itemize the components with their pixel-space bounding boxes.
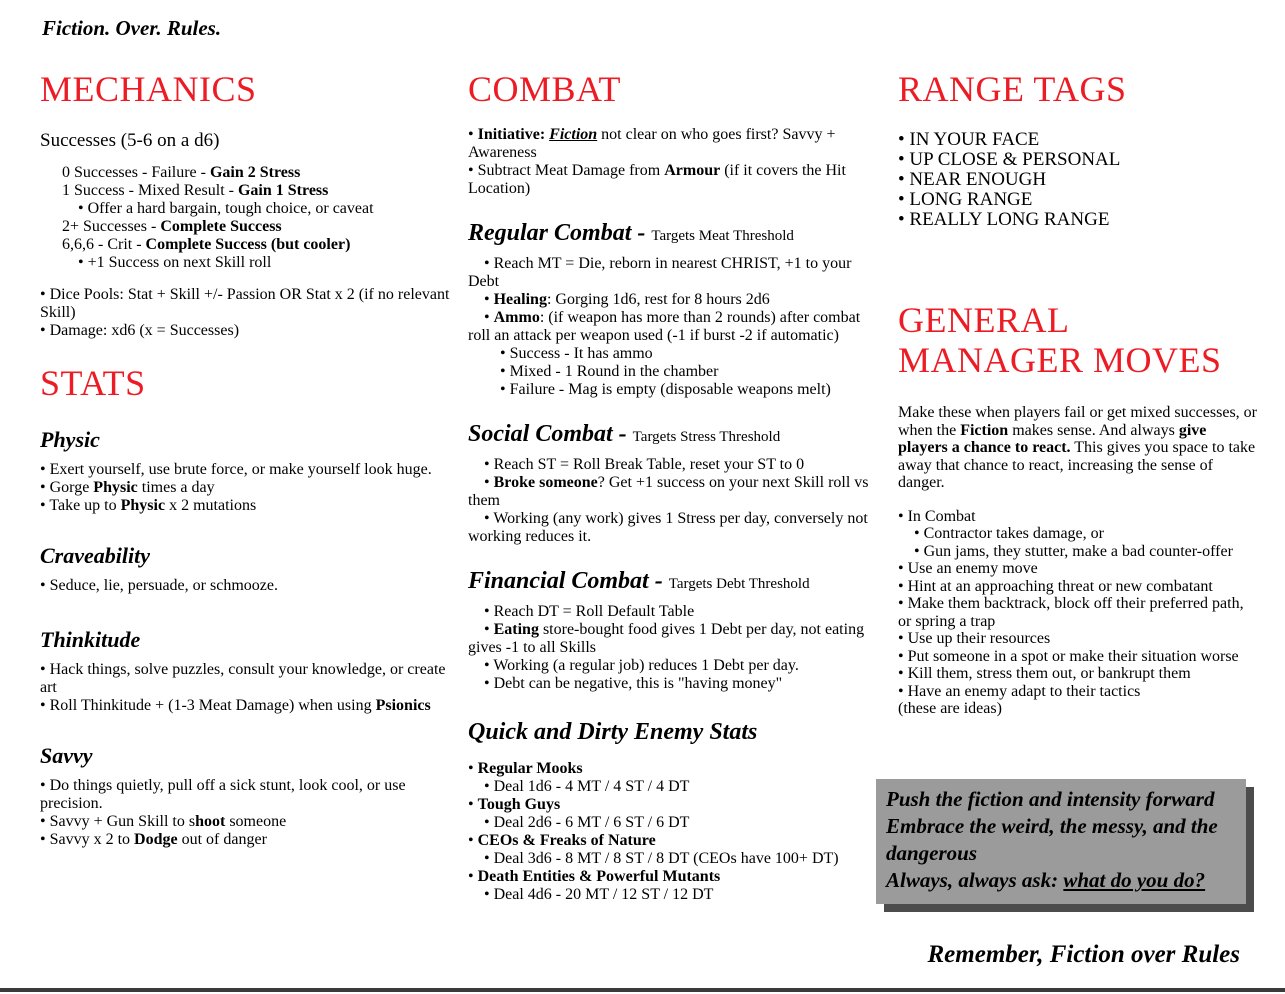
regular-combat-subtitle: Targets Meat Threshold <box>651 227 794 244</box>
text-line: • Seduce, lie, persuade, or schmooze. <box>40 577 278 595</box>
text-line: • Deal 2d6 - 6 MT / 6 ST / 6 DT <box>484 813 690 831</box>
successes-result-list <box>62 164 452 272</box>
social-combat-subtitle: Targets Stress Threshold <box>632 428 781 445</box>
text-line: • Regular Mooks <box>468 759 583 777</box>
text-line: • Exert yourself, use brute force, or make yourself look huge. <box>40 461 432 479</box>
financial-combat-title: Financial Combat - <box>468 567 669 594</box>
gm-moves-heading: GENERAL MANAGER MOVES <box>898 299 1222 380</box>
column-combat <box>468 0 872 904</box>
range-tags-heading: RANGE TAGS <box>898 69 1127 109</box>
text-line: • Working (any work) gives 1 Stress per day, conversely not working reduces it. <box>468 509 868 545</box>
text-line: • Damage: xd6 (x = Successes) <box>40 321 240 339</box>
text-line: • Tough Guys <box>468 795 561 813</box>
social-combat-heading <box>468 421 872 448</box>
mechanics-bullet-list <box>40 286 452 340</box>
text-line: • Do things quietly, pull off a sick stunt, look cool, or use precision. <box>40 777 406 813</box>
stat-savvy-bullets <box>40 777 452 849</box>
text-line: • Reach MT = Die, reborn in nearest CHRIST, +1 to your Debt <box>468 254 852 290</box>
column-mechanics-stats <box>40 0 452 849</box>
text-line: • CEOs & Freaks of Nature <box>468 831 656 849</box>
enemy-stats-heading: Quick and Dirty Enemy Stats <box>468 718 758 745</box>
text-line: • Reach ST = Roll Break Table, reset your ST to 0 <box>484 455 805 473</box>
text-line: • Hint at an approaching threat or new combatant <box>898 577 1213 595</box>
text-line: Push the fiction and intensity forward <box>886 787 1215 811</box>
text-line: • Dice Pools: Stat + Skill +/- Passion OR Stat x 2 (if no relevant Skill) <box>40 285 450 321</box>
text-line: • UP CLOSE & PERSONAL <box>898 148 1121 170</box>
text-line: • Use an enemy move <box>898 560 1038 578</box>
regular-combat-bullets <box>468 255 872 399</box>
text-line: 0 Successes - Failure - Gain 2 Stress <box>62 163 301 181</box>
text-line: • Eating store-bought food gives 1 Debt per day, not eating gives -1 to all Skills <box>468 620 865 656</box>
text-line: • Savvy + Gun Skill to shoot someone <box>40 813 287 831</box>
social-combat-bullets <box>468 456 872 546</box>
text-line: • Have an enemy adapt to their tactics <box>898 682 1141 700</box>
text-line: • Subtract Meat Damage from Armour (if it covers the Hit Location) <box>468 161 846 197</box>
text-line: • Success - It has ammo <box>500 344 653 362</box>
text-line: • IN YOUR FACE <box>898 128 1040 150</box>
enemy-stats-list <box>468 760 872 904</box>
page-bottom-bar <box>0 988 1285 992</box>
text-line: • Working (a regular job) reduces 1 Debt per day. <box>484 656 799 674</box>
text-line: • Death Entities & Powerful Mutants <box>468 867 721 885</box>
text-line: Make these when players fail or get mixed successes, or when the Fiction makes sense. And always give players a chance to react. This gives you space to take away that chance to react, increasing the sense of danger. <box>898 404 1257 492</box>
text-line: • LONG RANGE <box>898 188 1033 210</box>
text-line: • Deal 4d6 - 20 MT / 12 ST / 12 DT <box>484 885 714 903</box>
successes-subheading: Successes (5-6 on a d6) <box>40 129 220 151</box>
text-line: • Roll Thinkitude + (1-3 Meat Damage) when using Psionics <box>40 697 431 715</box>
column-gm <box>898 0 1258 718</box>
stat-thinkitude-bullets <box>40 661 452 715</box>
financial-combat-subtitle: Targets Debt Threshold <box>668 575 810 592</box>
text-line: • Broke someone? Get +1 success on your next Skill roll vs them <box>468 473 869 509</box>
stat-physic-bullets <box>40 461 452 515</box>
text-line: • +1 Success on next Skill roll <box>78 253 272 271</box>
text-line: • Debt can be negative, this is "having money" <box>484 674 783 692</box>
financial-combat-bullets <box>468 603 872 693</box>
text-line: 6,6,6 - Crit - Complete Success (but cooler) <box>62 235 351 253</box>
text-line: • Deal 3d6 - 8 MT / 8 ST / 8 DT (CEOs have 100+ DT) <box>484 849 839 867</box>
text-line: Embrace the weird, the messy, and the dangerous <box>886 814 1218 865</box>
text-line: • REALLY LONG RANGE <box>898 208 1110 230</box>
text-line: 2+ Successes - Complete Success <box>62 217 282 235</box>
text-line: • Ammo: (if weapon has more than 2 rounds) after combat roll an attack per weapon used (-1 if burst -2 if automatic) <box>468 308 861 344</box>
principles-box <box>876 779 1246 904</box>
text-line: (these are ideas) <box>898 700 1002 718</box>
text-line: • Contractor takes damage, or <box>914 525 1104 543</box>
text-line: • Take up to Physic x 2 mutations <box>40 497 257 515</box>
text-line: • Mixed - 1 Round in the chamber <box>500 362 719 380</box>
stat-physic-heading: Physic <box>40 427 100 453</box>
text-line: • Make them backtrack, block off their preferred path, or spring a trap <box>898 595 1244 630</box>
text-line: Always, always ask: what do you do? <box>886 868 1206 892</box>
stat-craveability-heading: Craveability <box>40 543 150 569</box>
stat-craveability-bullets <box>40 577 452 595</box>
stats-heading: STATS <box>40 362 146 403</box>
regular-combat-title: Regular Combat - <box>468 219 652 246</box>
social-combat-title: Social Combat - <box>468 420 633 447</box>
text-line: • In Combat <box>898 507 976 525</box>
footer-reminder: Remember, Fiction over Rules <box>927 941 1240 968</box>
gm-moves-intro <box>898 404 1258 492</box>
text-line: • NEAR ENOUGH <box>898 168 1047 190</box>
combat-heading: COMBAT <box>468 69 622 109</box>
mechanics-heading: MECHANICS <box>40 69 257 109</box>
text-line: • Healing: Gorging 1d6, rest for 8 hours 2d6 <box>484 290 770 308</box>
text-line: 1 Success - Mixed Result - Gain 1 Stress <box>62 181 329 199</box>
text-line: • Offer a hard bargain, tough choice, or caveat <box>78 199 374 217</box>
text-line: • Gun jams, they stutter, make a bad counter-offer <box>914 542 1233 560</box>
text-line: • Hack things, solve puzzles, consult your knowledge, or create art <box>40 661 446 697</box>
text-line: • Deal 1d6 - 4 MT / 4 ST / 4 DT <box>484 777 690 795</box>
regular-combat-heading <box>468 220 872 247</box>
combat-intro-bullets <box>468 126 872 198</box>
text-line: • Initiative: Fiction not clear on who goes first? Savvy + Awareness <box>468 125 836 161</box>
range-tags-list <box>898 130 1258 230</box>
page-tagline: Fiction. Over. Rules. <box>42 16 222 40</box>
stat-thinkitude-heading: Thinkitude <box>40 627 141 653</box>
financial-combat-heading <box>468 568 872 595</box>
text-line: • Reach DT = Roll Default Table <box>484 602 695 620</box>
text-line: • Put someone in a spot or make their situation worse <box>898 647 1239 665</box>
text-line: • Gorge Physic times a day <box>40 479 215 497</box>
text-line: • Use up their resources <box>898 630 1051 648</box>
gm-moves-list <box>898 508 1258 718</box>
text-line: • Kill them, stress them out, or bankrupt them <box>898 665 1191 683</box>
text-line: • Failure - Mag is empty (disposable weapons melt) <box>500 380 831 398</box>
stat-savvy-heading: Savvy <box>40 743 93 769</box>
text-line: • Savvy x 2 to Dodge out of danger <box>40 831 267 849</box>
